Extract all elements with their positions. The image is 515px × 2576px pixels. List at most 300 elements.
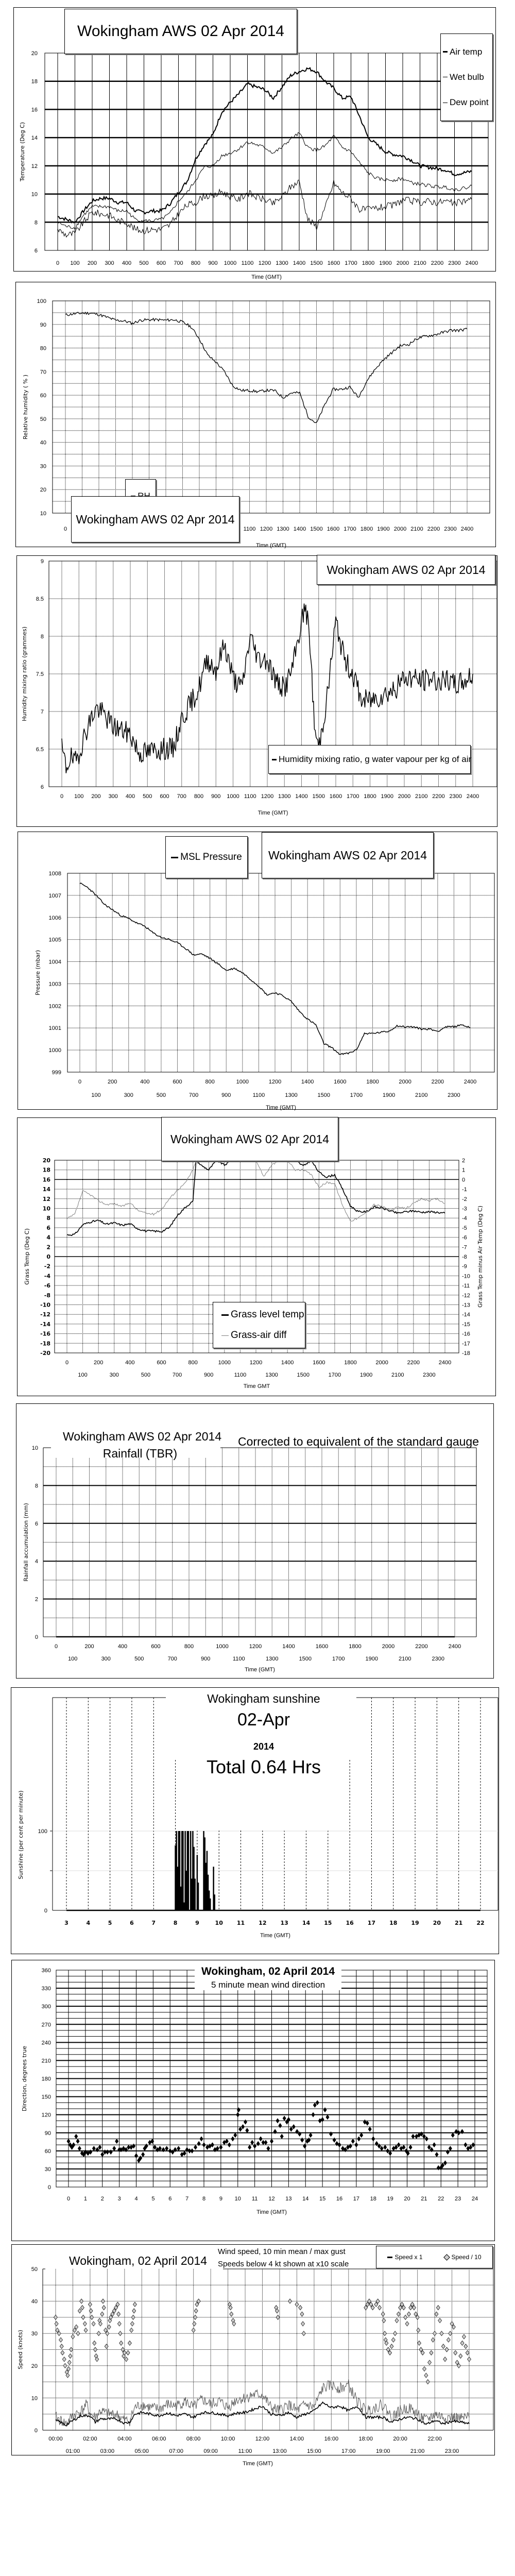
x-tick-label: 100 — [70, 260, 80, 266]
low-speed-diamond-point — [468, 2357, 471, 2362]
y-tick-label: 50 — [31, 2266, 38, 2273]
y2-tick-label: -15 — [462, 1321, 470, 1328]
y-tick-label: 60 — [40, 393, 46, 399]
y-tick-label: 50 — [40, 416, 46, 422]
x-tick-label: 1700 — [350, 1092, 363, 1098]
y-tick-label: 20 — [42, 1157, 50, 1164]
low-speed-diamond-point — [102, 2306, 106, 2310]
low-speed-diamond-point — [433, 2331, 437, 2336]
x-tick-label: 13 — [285, 2196, 292, 2202]
x-tick-label: 1900 — [359, 1372, 373, 1378]
low-speed-diamond-point — [407, 2312, 410, 2316]
x-tick-label: 1700 — [345, 260, 357, 266]
low-speed-diamond-point — [55, 2321, 58, 2326]
low-speed-diamond-point — [300, 2312, 304, 2316]
low-speed-diamond-point — [393, 2331, 397, 2336]
x-tick-label: 2200 — [431, 260, 444, 266]
y2-tick-label: -11 — [462, 1283, 470, 1290]
x-tick-label: 14 — [302, 2196, 309, 2202]
y-tick-label: 1000 — [48, 1047, 61, 1054]
y-tick-label: 1008 — [48, 871, 61, 877]
x-tick-label: 2400 — [448, 1643, 461, 1650]
y-tick-label: 10 — [31, 2395, 38, 2402]
low-speed-diamond-point — [132, 2309, 136, 2313]
low-speed-diamond-point — [460, 2341, 464, 2345]
x-tick-label: 6 — [130, 1920, 134, 1926]
legend-label-air-temp: Air temp — [450, 46, 483, 57]
y-tick-label: 40 — [31, 2298, 38, 2305]
y2-tick-label: -16 — [462, 1331, 470, 1337]
x-tick-label: 10 — [234, 2196, 241, 2202]
legend-swatch-grass-level-temp — [221, 1314, 229, 1316]
y-tick-label: 6.5 — [36, 747, 44, 753]
x-axis-label: Time (GMT) — [256, 2209, 287, 2215]
x-tick-label: 1600 — [334, 1079, 347, 1085]
x-tick-label: 1200 — [268, 1079, 282, 1085]
low-speed-diamond-point — [81, 2315, 85, 2319]
y-tick-label: 10 — [31, 191, 38, 198]
x-tick-label: 12 — [268, 2196, 275, 2202]
x-tick-label: 2100 — [414, 260, 426, 266]
x-tick-label: 12:00 — [255, 2436, 270, 2442]
low-speed-diamond-point — [68, 2354, 72, 2359]
y-tick-label: 70 — [40, 369, 46, 376]
x-tick-label: 22 — [438, 2196, 444, 2202]
x-tick-label: 1400 — [293, 260, 306, 266]
rainfall-chart-title — [63, 1430, 222, 1461]
x-tick-label: 600 — [157, 1360, 166, 1366]
low-speed-diamond-point — [194, 2309, 198, 2313]
y-tick-label: 20 — [31, 50, 38, 57]
y-tick-label: -16 — [40, 1330, 50, 1337]
x-tick-label: 1800 — [366, 1079, 379, 1085]
low-speed-diamond-point — [128, 2341, 131, 2345]
x-tick-label: 2400 — [466, 793, 479, 800]
x-tick-label: 600 — [151, 1643, 161, 1650]
humidity-title-text: Wokingham AWS 02 Apr 2014 — [76, 512, 235, 526]
temperature-chart-title — [64, 9, 297, 54]
sunshine-title-block — [166, 1692, 362, 1778]
wind-speed-title-text: Wokingham, 02 April 2014 — [68, 2254, 208, 2267]
x-tick-label: 21:00 — [410, 2448, 425, 2454]
low-speed-diamond-point — [405, 2321, 409, 2326]
x-tick-label: 1500 — [297, 1372, 310, 1378]
y2-tick-label: -8 — [462, 1254, 467, 1260]
low-speed-diamond-point — [426, 2380, 430, 2384]
x-tick-label: 1200 — [258, 260, 271, 266]
x-tick-label: 300 — [108, 793, 118, 800]
low-speed-diamond-point — [192, 2328, 195, 2332]
x-tick-label: 300 — [101, 1656, 111, 1662]
x-tick-label: 900 — [221, 1092, 231, 1098]
low-speed-diamond-point — [464, 2344, 468, 2349]
legend-swatch-air-temp — [443, 51, 448, 53]
low-speed-diamond-point — [430, 2350, 433, 2355]
y-tick-label: -14 — [40, 1320, 50, 1328]
x-tick-label: 900 — [201, 1656, 211, 1662]
legend-label-speed-x1: Speed x 1 — [394, 2253, 423, 2261]
x-tick-label: 700 — [188, 1092, 199, 1098]
low-speed-diamond-point — [80, 2306, 84, 2310]
y-tick-label: 0 — [34, 2428, 38, 2434]
x-tick-label: 2400 — [438, 1360, 452, 1366]
y-tick-label: 0 — [44, 1908, 47, 1914]
y-axis-label: Temperature (Deg C) — [19, 122, 26, 182]
legend-swatch-msl-pressure — [171, 857, 178, 858]
sunshine-title-text: Wokingham sunshine — [207, 1692, 320, 1705]
y2-tick-label: -17 — [462, 1341, 470, 1347]
y2-tick-label: -3 — [462, 1206, 467, 1212]
low-speed-diamond-point — [441, 2344, 445, 2349]
x-tick-label: 1200 — [249, 1360, 263, 1366]
y-tick-label: 8 — [35, 1483, 38, 1489]
x-tick-label: 15 — [324, 1920, 332, 1926]
low-speed-diamond-point — [93, 2347, 97, 2352]
rainfall-subtitle-text: Rainfall (TBR) — [102, 1447, 178, 1460]
x-tick-label: 1100 — [243, 526, 256, 532]
x-axis-label: Time (GMT) — [251, 274, 282, 280]
y-tick-label: -20 — [40, 1350, 50, 1357]
y-tick-label: 4 — [46, 1234, 50, 1241]
x-tick-label: 20 — [433, 1920, 441, 1926]
x-tick-label: 04:00 — [117, 2436, 132, 2442]
low-speed-diamond-point — [295, 2302, 299, 2307]
low-speed-diamond-point — [423, 2367, 426, 2371]
x-tick-label: 2200 — [407, 1360, 420, 1366]
y-tick-label: 16 — [42, 1176, 50, 1183]
wind-speed-subtitle-line2: Speeds below 4 kt shown at x10 scale — [218, 2260, 349, 2268]
y-tick-label: 6 — [35, 1520, 38, 1527]
x-tick-label: 100 — [78, 1372, 88, 1378]
low-speed-diamond-point — [438, 2318, 442, 2323]
pressure-legend — [165, 836, 248, 878]
x-tick-label: 0 — [66, 2196, 71, 2202]
x-tick-label: 1100 — [232, 1656, 245, 1662]
y-axis-label: Rainfall accumulation (mm) — [23, 1503, 29, 1582]
low-speed-diamond-point — [431, 2337, 435, 2342]
low-speed-diamond-point — [76, 2331, 80, 2336]
legend-item-speed-div10 — [444, 2253, 481, 2261]
y-tick-label: 2 — [35, 1596, 38, 1603]
y-tick-label: 12 — [42, 1195, 50, 1202]
low-speed-diamond-point — [417, 2341, 421, 2345]
x-tick-label: 1400 — [281, 1360, 294, 1366]
x-tick-label: 0 — [54, 1643, 58, 1650]
low-speed-diamond-point — [383, 2331, 387, 2336]
x-tick-label: 300 — [105, 260, 114, 266]
y-tick-label: -4 — [44, 1273, 50, 1280]
x-tick-label: 11:00 — [238, 2448, 252, 2454]
x-tick-label: 03:00 — [100, 2448, 115, 2454]
low-speed-diamond-point — [131, 2315, 135, 2319]
x-tick-label: 1900 — [382, 1092, 396, 1098]
x-tick-label: 2100 — [391, 1372, 404, 1378]
x-tick-label: 02:00 — [83, 2436, 97, 2442]
low-speed-diamond-point — [105, 2344, 108, 2349]
x-tick-label: 7 — [185, 2196, 189, 2202]
y-tick-label: 360 — [41, 1968, 51, 1974]
low-speed-diamond-point — [118, 2331, 122, 2336]
low-speed-diamond-point — [381, 2312, 385, 2316]
y-tick-label: 0 — [35, 1634, 38, 1640]
y2-axis-label: Grass Temp minus Air Temp (Deg C) — [477, 1206, 484, 1308]
x-tick-label: 1000 — [236, 1079, 249, 1085]
x-tick-label: 01:00 — [65, 2448, 80, 2454]
x-tick-label: 1300 — [265, 1372, 278, 1378]
legend-label-grass-air-diff: Grass-air diff — [231, 1330, 287, 1341]
y-axis-label: Pressure (mbar) — [35, 950, 41, 996]
x-tick-label: 11 — [251, 2196, 258, 2202]
x-tick-label: 2100 — [415, 793, 428, 800]
y-axis-label: Grass Temp (Deg C) — [24, 1228, 30, 1285]
x-tick-label: 1600 — [313, 1360, 325, 1366]
x-tick-label: 1700 — [332, 1656, 345, 1662]
x-tick-label: 21 — [455, 1920, 463, 1926]
x-tick-label: 1000 — [224, 260, 237, 266]
y-tick-label: 30 — [40, 463, 46, 470]
x-tick-label: 1000 — [218, 1360, 231, 1366]
y-tick-label: -8 — [44, 1292, 50, 1299]
y-tick-label: 7.5 — [36, 671, 44, 677]
x-tick-label: 19 — [387, 2196, 393, 2202]
x-tick-label: 200 — [91, 793, 101, 800]
y-tick-label: 180 — [41, 2076, 51, 2082]
y-tick-label: 210 — [41, 2058, 51, 2064]
x-tick-label: 2400 — [460, 526, 474, 532]
y-axis-label: Humidity mixing ratio (grammes) — [21, 626, 28, 721]
y-tick-label: 1004 — [48, 959, 61, 965]
y2-tick-label: -7 — [462, 1244, 467, 1251]
sunshine-total-text: Total 0.64 Hrs — [206, 1756, 321, 1777]
y2-tick-label: -6 — [462, 1234, 467, 1241]
x-tick-label: 1600 — [329, 793, 342, 800]
x-tick-label: 09:00 — [203, 2448, 218, 2454]
low-speed-diamond-point — [125, 2357, 128, 2362]
x-tick-label: 300 — [124, 1092, 133, 1098]
y-tick-label: 2 — [46, 1244, 50, 1251]
low-speed-diamond-point — [107, 2325, 111, 2329]
low-speed-diamond-point — [459, 2354, 462, 2359]
low-speed-diamond-point — [80, 2299, 83, 2303]
legend-swatch-speed-x1 — [387, 2257, 392, 2258]
y-tick-label: 14 — [31, 135, 38, 142]
y-tick-label: -2 — [44, 1263, 50, 1270]
x-tick-label: 1200 — [260, 526, 273, 532]
wind-speed-subtitle-block — [218, 2246, 349, 2270]
x-tick-label: 1800 — [362, 260, 375, 266]
low-speed-diamond-point — [97, 2331, 100, 2336]
x-tick-label: 20 — [404, 2196, 410, 2202]
plot-area — [67, 873, 494, 1072]
x-tick-label: 05:00 — [134, 2448, 149, 2454]
x-tick-label: 100 — [74, 793, 84, 800]
low-speed-diamond-point — [390, 2344, 393, 2349]
x-tick-label: 3 — [117, 2196, 121, 2202]
x-tick-label: 1300 — [276, 260, 288, 266]
pressure-chart-panel — [18, 832, 497, 1110]
x-tick-label: 2 — [100, 2196, 104, 2202]
x-tick-label: 19:00 — [375, 2448, 390, 2454]
y-tick-label: 10 — [40, 511, 46, 517]
legend-item-mixing-ratio — [272, 754, 471, 765]
x-tick-label: 2300 — [449, 793, 462, 800]
x-tick-label: 08:00 — [186, 2436, 201, 2442]
x-tick-label: 23:00 — [444, 2448, 459, 2454]
y2-tick-label: -13 — [462, 1302, 470, 1309]
x-tick-label: 1600 — [327, 260, 340, 266]
x-tick-label: 1000 — [227, 793, 239, 800]
low-speed-diamond-point — [299, 2306, 302, 2310]
x-tick-label: 18 — [370, 2196, 376, 2202]
y-tick-label: 300 — [41, 2004, 51, 2010]
x-tick-label: 800 — [188, 1360, 198, 1366]
x-tick-label: 11 — [236, 1920, 245, 1926]
x-tick-label: 1400 — [282, 1643, 295, 1650]
y2-tick-label: 1 — [462, 1167, 466, 1174]
x-tick-label: 6 — [168, 2196, 172, 2202]
y-tick-label: 12 — [31, 163, 38, 170]
x-tick-label: 2100 — [399, 1656, 411, 1662]
y-tick-label: 14 — [42, 1186, 50, 1193]
low-speed-diamond-point — [435, 2312, 438, 2316]
x-axis-label: Time (GMT) — [245, 1667, 275, 1673]
low-speed-diamond-point — [424, 2373, 428, 2378]
x-tick-label: 1600 — [315, 1643, 329, 1650]
legend-label-wet-bulb: Wet bulb — [450, 72, 484, 82]
low-speed-diamond-point — [93, 2341, 96, 2345]
mixing-ratio-chart — [17, 556, 498, 827]
x-tick-label: 06:00 — [151, 2436, 166, 2442]
y-tick-label: 330 — [41, 1986, 51, 1992]
y-tick-label: 18 — [31, 78, 38, 85]
sunshine-date-text: 02-Apr — [237, 1710, 290, 1730]
x-tick-label: 1000 — [216, 1643, 229, 1650]
x-tick-label: 16:00 — [324, 2436, 339, 2442]
legend-item-air-temp — [443, 47, 490, 57]
x-tick-label: 600 — [173, 1079, 182, 1085]
x-tick-label: 1800 — [364, 793, 376, 800]
y-tick-label: 8 — [40, 634, 44, 640]
x-tick-label: 1700 — [347, 793, 359, 800]
legend-label-grass-level-temp: Grass level temp — [231, 1309, 304, 1320]
x-tick-label: 2300 — [448, 1092, 460, 1098]
x-tick-label: 500 — [141, 1372, 151, 1378]
y-axis-label: Sunshine (per cent per minute) — [18, 1790, 24, 1879]
low-speed-diamond-point — [100, 2312, 104, 2316]
y-tick-label: 1003 — [48, 981, 61, 988]
wind-speed-subtitle-line1: Wind speed, 10 min mean / max gust — [218, 2247, 346, 2256]
y-tick-label: -12 — [40, 1311, 50, 1318]
temperature-title-text: Wokingham AWS 02 Apr 2014 — [77, 23, 284, 40]
x-tick-label: 1400 — [295, 793, 308, 800]
x-tick-label: 23 — [455, 2196, 461, 2202]
mixing-ratio-chart-panel — [16, 555, 497, 827]
y2-tick-label: -14 — [462, 1312, 470, 1318]
x-tick-label: 500 — [143, 793, 152, 800]
y-tick-label: 20 — [31, 2363, 38, 2369]
low-speed-diamond-point — [466, 2350, 469, 2355]
x-tick-label: 10 — [215, 1920, 223, 1926]
x-tick-label: 13:00 — [272, 2448, 287, 2454]
legend-label-dew-point: Dew point — [450, 97, 489, 108]
x-axis-label: Time (GMT) — [266, 1105, 296, 1111]
low-speed-diamond-point — [391, 2337, 395, 2342]
y2-tick-label: -2 — [462, 1196, 467, 1202]
y-tick-label: 8 — [34, 219, 38, 226]
legend-item-grass-level-temp — [221, 1309, 305, 1320]
x-tick-label: 1800 — [344, 1360, 357, 1366]
low-speed-diamond-point — [67, 2360, 71, 2365]
y-tick-label: 100 — [37, 298, 46, 304]
low-speed-diamond-point — [130, 2321, 134, 2326]
grass-temp-chart-title — [161, 1117, 338, 1161]
low-speed-diamond-point — [443, 2357, 447, 2362]
x-tick-label: 18:00 — [358, 2436, 373, 2442]
mixing-ratio-title-text: Wokingham AWS 02 Apr 2014 — [327, 563, 486, 577]
x-tick-label: 800 — [194, 793, 204, 800]
x-tick-label: 14:00 — [289, 2436, 304, 2442]
low-speed-diamond-point — [440, 2331, 443, 2336]
low-speed-diamond-point — [117, 2312, 121, 2316]
legend-label-msl-pressure: MSL Pressure — [180, 852, 242, 862]
x-tick-label: 2300 — [448, 260, 461, 266]
x-tick-label: 10:00 — [220, 2436, 235, 2442]
low-speed-diamond-point — [117, 2321, 121, 2326]
low-speed-diamond-point — [404, 2315, 407, 2319]
x-tick-label: 200 — [87, 260, 97, 266]
diamond-icon — [444, 2254, 451, 2261]
legend-swatch-mixing-ratio — [272, 759, 277, 760]
x-tick-label: 1500 — [317, 1092, 330, 1098]
wind-speed-legend — [376, 2246, 493, 2268]
x-tick-label: 1900 — [377, 526, 390, 532]
low-speed-diamond-point — [397, 2312, 400, 2316]
x-tick-label: 4 — [134, 2196, 138, 2202]
y-tick-label: 999 — [52, 1070, 61, 1076]
low-speed-diamond-point — [130, 2328, 133, 2332]
y2-tick-label: -4 — [462, 1215, 467, 1222]
x-tick-label: 1300 — [278, 793, 291, 800]
x-tick-label: 1400 — [293, 526, 306, 532]
x-tick-label: 17 — [353, 2196, 359, 2202]
low-speed-diamond-point — [84, 2328, 88, 2332]
y2-tick-label: 2 — [462, 1158, 466, 1164]
y-tick-label: 8.5 — [36, 596, 44, 602]
x-tick-label: 1500 — [310, 526, 323, 532]
x-tick-label: 5 — [151, 2196, 155, 2202]
legend-item-dew-point — [443, 97, 490, 108]
x-tick-label: 900 — [208, 260, 218, 266]
x-tick-label: 22:00 — [427, 2436, 442, 2442]
x-tick-label: 2100 — [415, 1092, 428, 1098]
low-speed-diamond-point — [78, 2309, 81, 2313]
y2-tick-label: -10 — [462, 1273, 470, 1280]
x-tick-label: 15:00 — [307, 2448, 321, 2454]
y-tick-label: 30 — [44, 2166, 51, 2173]
x-tick-label: 8 — [173, 1920, 178, 1926]
legend-item-msl-pressure — [171, 852, 242, 863]
x-tick-label: 1800 — [360, 526, 373, 532]
y-tick-label: 240 — [41, 2040, 51, 2046]
low-speed-diamond-point — [230, 2312, 233, 2316]
x-tick-label: 1500 — [310, 260, 323, 266]
x-tick-label: 24 — [471, 2196, 478, 2202]
y-tick-label: 1005 — [48, 937, 61, 943]
x-tick-label: 3 — [64, 1920, 68, 1926]
x-tick-label: 1100 — [252, 1092, 265, 1098]
wind-speed-title — [68, 2254, 208, 2268]
y-axis-label: Direction, degrees true — [21, 2045, 28, 2112]
